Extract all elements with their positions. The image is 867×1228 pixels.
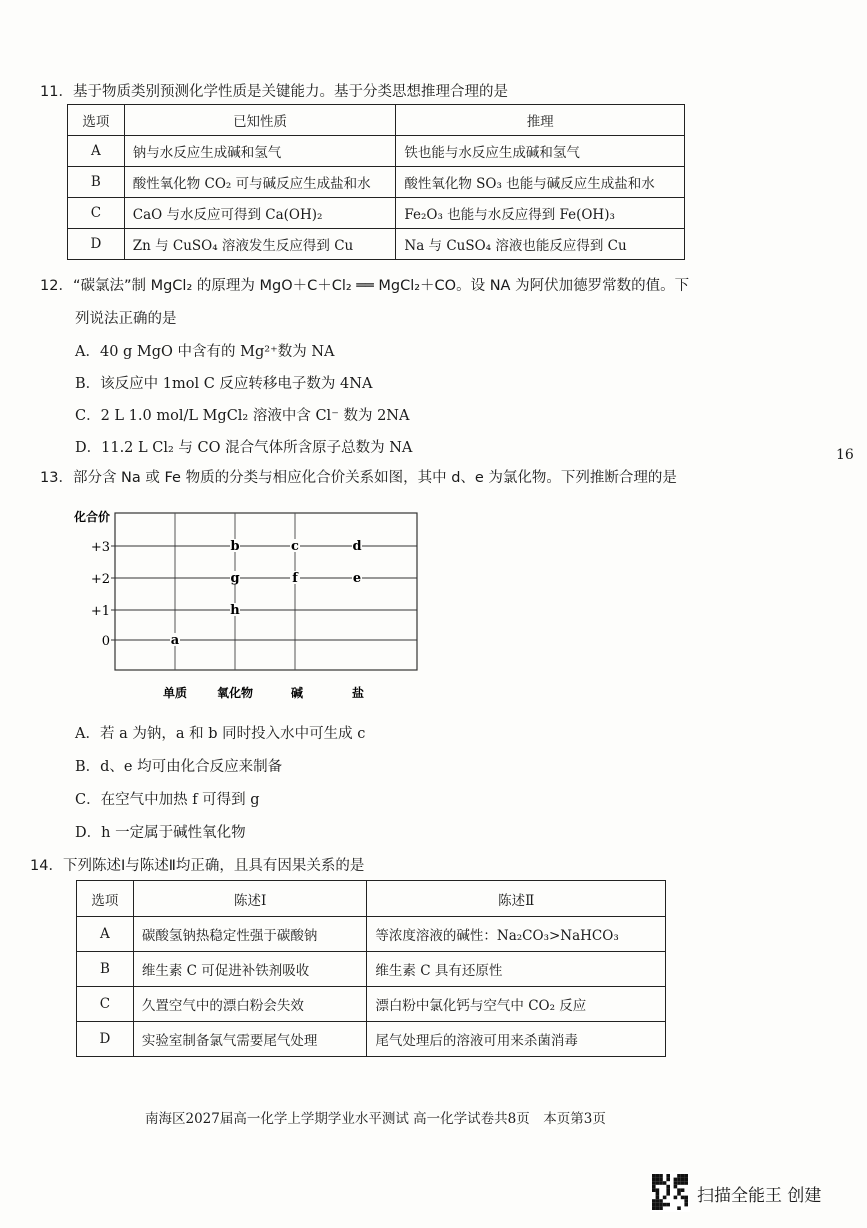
y-tick-label: 0 (101, 634, 110, 649)
data-point-h: h (230, 603, 240, 618)
table-header: 已知性质 (124, 105, 396, 136)
table-row (68, 229, 685, 260)
y-tick-label: +1 (90, 604, 110, 619)
table-cell: 等浓度溶液的碱性：Na₂CO₃>NaHCO₃ (367, 917, 666, 952)
table-row (68, 136, 685, 167)
q14-stem: 14．下列陈述Ⅰ与陈述Ⅱ均正确，且具有因果关系的是 (30, 858, 365, 874)
q13-stem: 13．部分含 Na 或 Fe 物质的分类与相应化合价关系如图，其中 d、e 为氯化物。下列推断合理的是 (40, 470, 677, 486)
table-cell: A (77, 917, 134, 952)
data-point-c: c (291, 539, 299, 554)
chart-grid (111, 513, 417, 670)
q11-table (67, 104, 685, 260)
table-row (68, 167, 685, 198)
valence-chart (60, 505, 430, 705)
table-cell: C (77, 987, 134, 1022)
q12-option-c: C．2 L 1.0 mol/L MgCl₂ 溶液中含 Cl⁻ 数为 2NA (75, 408, 410, 424)
table-cell: D (77, 1022, 134, 1057)
table-cell: B (77, 952, 134, 987)
table-cell: Zn 与 CuSO₄ 溶液发生反应得到 Cu (124, 229, 396, 260)
table-row (77, 987, 666, 1022)
data-point-d: d (352, 539, 362, 554)
table-cell: 酸性氧化物 CO₂ 可与碱反应生成盐和水 (124, 167, 396, 198)
table-header: 陈述Ⅱ (367, 881, 666, 917)
chart-frame (115, 513, 417, 670)
q12-stem-line2: 列说法正确的是 (75, 311, 177, 327)
table-header-row (68, 105, 685, 136)
table-cell: 钠与水反应生成碱和氢气 (124, 136, 396, 167)
q12-option-b: B．该反应中 1mol C 反应转移电子数为 4NA (75, 376, 373, 392)
q14-table (76, 880, 666, 1057)
qr-code-icon (650, 1172, 690, 1212)
table-cell: A (68, 136, 125, 167)
q12-option-a: A．40 g MgO 中含有的 Mg²⁺数为 NA (75, 344, 335, 360)
table-header: 推理 (396, 105, 685, 136)
y-tick-label: +3 (90, 540, 110, 555)
table-cell: C (68, 198, 125, 229)
data-point-f: f (292, 571, 298, 586)
table-row (68, 198, 685, 229)
table-cell: Fe₂O₃ 也能与水反应得到 Fe(OH)₃ (396, 198, 685, 229)
table-cell: 铁也能与水反应生成碱和氢气 (396, 136, 685, 167)
chart-marks (170, 539, 362, 648)
y-tick-label: +2 (90, 572, 110, 587)
table-cell: 维生素 C 具有还原性 (367, 952, 666, 987)
x-category-label: 碱 (290, 686, 304, 700)
table-cell: 尾气处理后的溶液可用来杀菌消毒 (367, 1022, 666, 1057)
q13-option-a: A．若 a 为钠，a 和 b 同时投入水中可生成 c (75, 726, 366, 742)
table-cell: CaO 与水反应可得到 Ca(OH)₂ (124, 198, 396, 229)
x-category-label: 盐 (351, 686, 365, 700)
table-header-row (77, 881, 666, 917)
table-cell: D (68, 229, 125, 260)
table-cell: 碳酸氢钠热稳定性强于碳酸钠 (133, 917, 367, 952)
q12-stem-line1: 12．“碳氯法”制 MgCl₂ 的原理为 MgO＋C＋Cl₂ ══ MgCl₂＋CO。设 NA 为阿伏加德罗常数的值。下 (40, 278, 690, 294)
table-row (77, 1022, 666, 1057)
table-header: 选项 (68, 105, 125, 136)
table-row (77, 917, 666, 952)
q13-option-c: C．在空气中加热 f 可得到 g (75, 792, 260, 808)
page-footer: 南海区2027届高一化学上学期学业水平测试 高一化学试卷共8页 本页第3页 (145, 1111, 606, 1127)
x-category-label: 氧化物 (216, 686, 254, 700)
data-point-b: b (230, 539, 240, 554)
y-axis-label: 化合价 (74, 510, 111, 524)
data-point-g: g (230, 571, 240, 586)
table-cell: 酸性氧化物 SO₃ 也能与碱反应生成盐和水 (396, 167, 685, 198)
scanner-watermark: 扫描全能王 创建 (697, 1186, 822, 1206)
table-cell: B (68, 167, 125, 198)
table-header: 选项 (77, 881, 134, 917)
table-cell: 久置空气中的漂白粉会失效 (133, 987, 367, 1022)
x-category-label: 单质 (162, 686, 188, 700)
q11-stem: 11．基于物质类别预测化学性质是关键能力。基于分类思想推理合理的是 (40, 84, 508, 100)
chart-labels (73, 509, 364, 700)
table-cell: 实验室制备氯气需要尾气处理 (133, 1022, 367, 1057)
margin-mark: 16 (836, 447, 854, 463)
table-cell: Na 与 CuSO₄ 溶液也能反应得到 Cu (396, 229, 685, 260)
q13-option-d: D．h 一定属于碱性氧化物 (75, 825, 246, 841)
table-header: 陈述Ⅰ (133, 881, 367, 917)
q12-option-d: D．11.2 L Cl₂ 与 CO 混合气体所含原子总数为 NA (75, 440, 413, 456)
data-point-a: a (170, 633, 180, 648)
data-point-e: e (352, 571, 362, 586)
table-cell: 维生素 C 可促进补铁剂吸收 (133, 952, 367, 987)
table-row (77, 952, 666, 987)
q13-option-b: B．d、e 均可由化合反应来制备 (75, 759, 283, 775)
table-cell: 漂白粉中氯化钙与空气中 CO₂ 反应 (367, 987, 666, 1022)
